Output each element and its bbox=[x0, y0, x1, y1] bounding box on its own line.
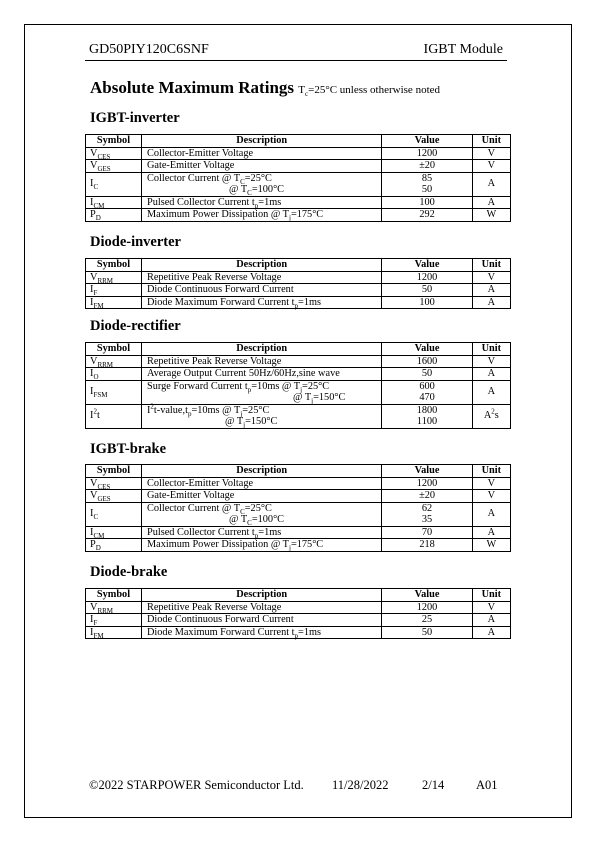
symbol-cell: $I_{FM}$ bbox=[86, 296, 142, 309]
symbol-cell: $V_{CES}$ bbox=[86, 477, 142, 490]
product-type: IGBT Module bbox=[423, 42, 503, 57]
section-title-igbt-inverter: IGBT-inverter bbox=[90, 110, 180, 126]
value-cell: 1800 1100 bbox=[382, 404, 472, 428]
section-title-igbt-brake: IGBT-brake bbox=[90, 441, 167, 457]
page-title bbox=[90, 78, 440, 98]
value-cell: 100 bbox=[382, 296, 472, 309]
value-cell: 100 bbox=[382, 196, 472, 209]
description-cell: Repetitive Peak Reverse Voltage bbox=[141, 355, 381, 368]
footer-page-number: 2/14 bbox=[422, 778, 445, 792]
table-header-row bbox=[86, 259, 511, 272]
value-cell: 218 bbox=[382, 539, 472, 552]
description-cell: Collector-Emitter Voltage bbox=[141, 477, 381, 490]
table-row bbox=[86, 284, 511, 297]
symbol-cell: $V_{GES}$ bbox=[86, 490, 142, 503]
table-row bbox=[86, 296, 511, 309]
col-symbol: Symbol bbox=[86, 259, 142, 272]
description-cell: Collector Current @ $T_C=25^\circ C$ @ $T_C=100^\circ C$ bbox=[141, 502, 381, 526]
unit-cell: A bbox=[472, 284, 510, 297]
col-unit: Unit bbox=[472, 589, 510, 602]
unit-cell: W bbox=[472, 209, 510, 222]
unit-cell: V bbox=[472, 160, 510, 173]
igbt-inverter-table bbox=[85, 134, 511, 222]
description-cell: Average Output Current 50Hz/60Hz,sine wave bbox=[141, 368, 381, 381]
value-cell: 50 bbox=[382, 284, 472, 297]
unit-cell: A bbox=[472, 172, 510, 196]
title-condition: $T_c=25^\circ C$ unless otherwise noted bbox=[298, 84, 441, 99]
col-unit: Unit bbox=[472, 259, 510, 272]
col-unit: Unit bbox=[472, 465, 510, 478]
unit-cell: A bbox=[472, 626, 510, 639]
title-main: Absolute Maximum Ratings bbox=[90, 78, 295, 97]
description-cell: Gate-Emitter Voltage bbox=[141, 490, 381, 503]
unit-cell: A bbox=[472, 296, 510, 309]
unit-cell: V bbox=[472, 355, 510, 368]
unit-cell: V bbox=[472, 490, 510, 503]
table-row bbox=[86, 380, 511, 404]
col-symbol: Symbol bbox=[86, 589, 142, 602]
table-header-row bbox=[86, 465, 511, 478]
unit-cell: A bbox=[472, 380, 510, 404]
symbol-cell: $V_{RRM}$ bbox=[86, 271, 142, 284]
table-row bbox=[86, 626, 511, 639]
symbol-cell: $I_{CM}$ bbox=[86, 196, 142, 209]
unit-cell: V bbox=[472, 271, 510, 284]
footer-revision: A01 bbox=[476, 778, 498, 792]
description-cell: Repetitive Peak Reverse Voltage bbox=[141, 601, 381, 614]
value-cell: 600 470 bbox=[382, 380, 472, 404]
value-cell: 62 35 bbox=[382, 502, 472, 526]
section-title-diode-rectifier: Diode-rectifier bbox=[90, 318, 181, 334]
unit-cell: $A^2s$ bbox=[472, 404, 510, 428]
table-row bbox=[86, 502, 511, 526]
table-row bbox=[86, 368, 511, 381]
symbol-cell: $I_O$ bbox=[86, 368, 142, 381]
description-cell: Gate-Emitter Voltage bbox=[141, 160, 381, 173]
col-symbol: Symbol bbox=[86, 465, 142, 478]
col-unit: Unit bbox=[472, 135, 510, 148]
value-cell: 50 bbox=[382, 368, 472, 381]
symbol-cell: $I_C$ bbox=[86, 502, 142, 526]
description-cell: Diode Continuous Forward Current bbox=[141, 284, 381, 297]
table-row bbox=[86, 271, 511, 284]
diode-inverter-table bbox=[85, 258, 511, 309]
value-cell: 50 bbox=[382, 626, 472, 639]
table-row bbox=[86, 490, 511, 503]
symbol-cell: $I_F$ bbox=[86, 284, 142, 297]
unit-cell: V bbox=[472, 477, 510, 490]
col-description: Description bbox=[141, 259, 381, 272]
description-cell: Surge Forward Current $t_p=10ms$ @ $T_j=25^\circ C$ @ $T_j=150^\circ C$ bbox=[141, 380, 381, 404]
unit-cell: A bbox=[472, 196, 510, 209]
col-value: Value bbox=[382, 259, 472, 272]
table-row bbox=[86, 160, 511, 173]
symbol-cell: $V_{RRM}$ bbox=[86, 355, 142, 368]
value-cell: 1200 bbox=[382, 477, 472, 490]
part-number: GD50PIY120C6SNF bbox=[89, 42, 209, 57]
description-cell: Diode Continuous Forward Current bbox=[141, 614, 381, 627]
col-value: Value bbox=[382, 343, 472, 356]
unit-cell: A bbox=[472, 526, 510, 539]
value-cell: 1600 bbox=[382, 355, 472, 368]
unit-cell: A bbox=[472, 502, 510, 526]
col-description: Description bbox=[141, 343, 381, 356]
unit-cell: A bbox=[472, 368, 510, 381]
value-cell: 25 bbox=[382, 614, 472, 627]
table-header-row bbox=[86, 343, 511, 356]
symbol-cell: $I_F$ bbox=[86, 614, 142, 627]
description-cell: Maximum Power Dissipation @ $T_j=175^\circ C$ bbox=[141, 539, 381, 552]
description-cell: Repetitive Peak Reverse Voltage bbox=[141, 271, 381, 284]
unit-cell: W bbox=[472, 539, 510, 552]
table-header-row bbox=[86, 589, 511, 602]
col-description: Description bbox=[141, 135, 381, 148]
description-cell: Collector-Emitter Voltage bbox=[141, 147, 381, 160]
col-value: Value bbox=[382, 135, 472, 148]
symbol-cell: $V_{CES}$ bbox=[86, 147, 142, 160]
col-symbol: Symbol bbox=[86, 135, 142, 148]
diode-rectifier-table bbox=[85, 342, 511, 429]
description-cell: Collector Current @ $T_C=25^\circ C$ @ $T_C=100^\circ C$ bbox=[141, 172, 381, 196]
symbol-cell: $I_{CM}$ bbox=[86, 526, 142, 539]
symbol-cell: $I_{FM}$ bbox=[86, 626, 142, 639]
footer-date: 11/28/2022 bbox=[332, 778, 389, 792]
symbol-cell: $I_{FSM}$ bbox=[86, 380, 142, 404]
table-row bbox=[86, 614, 511, 627]
value-cell: 1200 bbox=[382, 147, 472, 160]
table-row bbox=[86, 404, 511, 428]
table-row bbox=[86, 477, 511, 490]
symbol-cell: $V_{RRM}$ bbox=[86, 601, 142, 614]
symbol-cell: $I^2t$ bbox=[86, 404, 142, 428]
description-cell: Pulsed Collector Current $t_p=1ms$ bbox=[141, 196, 381, 209]
symbol-cell: $P_D$ bbox=[86, 209, 142, 222]
description-cell: Maximum Power Dissipation @ $T_j=175^\circ C$ bbox=[141, 209, 381, 222]
value-cell: ±20 bbox=[382, 490, 472, 503]
unit-cell: V bbox=[472, 147, 510, 160]
header-rule bbox=[85, 60, 507, 61]
section-title-diode-brake: Diode-brake bbox=[90, 564, 168, 580]
value-cell: 1200 bbox=[382, 271, 472, 284]
col-value: Value bbox=[382, 465, 472, 478]
table-row bbox=[86, 209, 511, 222]
diode-brake-table bbox=[85, 588, 511, 639]
value-cell: ±20 bbox=[382, 160, 472, 173]
table-row bbox=[86, 172, 511, 196]
unit-cell: V bbox=[472, 601, 510, 614]
symbol-cell: $P_D$ bbox=[86, 539, 142, 552]
description-cell: Diode Maximum Forward Current $t_p=1ms$ bbox=[141, 626, 381, 639]
value-cell: 292 bbox=[382, 209, 472, 222]
value-cell: 85 50 bbox=[382, 172, 472, 196]
table-row bbox=[86, 539, 511, 552]
footer-copyright: ©2022 STARPOWER Semiconductor Ltd. bbox=[89, 778, 304, 792]
description-cell: Diode Maximum Forward Current $t_p=1ms$ bbox=[141, 296, 381, 309]
col-symbol: Symbol bbox=[86, 343, 142, 356]
section-title-diode-inverter: Diode-inverter bbox=[90, 234, 181, 250]
symbol-cell: $I_C$ bbox=[86, 172, 142, 196]
symbol-cell: $V_{GES}$ bbox=[86, 160, 142, 173]
col-unit: Unit bbox=[472, 343, 510, 356]
col-value: Value bbox=[382, 589, 472, 602]
description-cell: $I^2t-value,t_p=10ms$ @ $T_j=25^\circ C$ @ $T_j=150^\circ C$ bbox=[141, 404, 381, 428]
table-row bbox=[86, 147, 511, 160]
table-row bbox=[86, 601, 511, 614]
value-cell: 70 bbox=[382, 526, 472, 539]
col-description: Description bbox=[141, 589, 381, 602]
unit-cell: A bbox=[472, 614, 510, 627]
table-header-row bbox=[86, 135, 511, 148]
table-row bbox=[86, 526, 511, 539]
table-row bbox=[86, 196, 511, 209]
value-cell: 1200 bbox=[382, 601, 472, 614]
col-description: Description bbox=[141, 465, 381, 478]
table-row bbox=[86, 355, 511, 368]
description-cell: Pulsed Collector Current $t_p=1ms$ bbox=[141, 526, 381, 539]
igbt-brake-table bbox=[85, 464, 511, 552]
